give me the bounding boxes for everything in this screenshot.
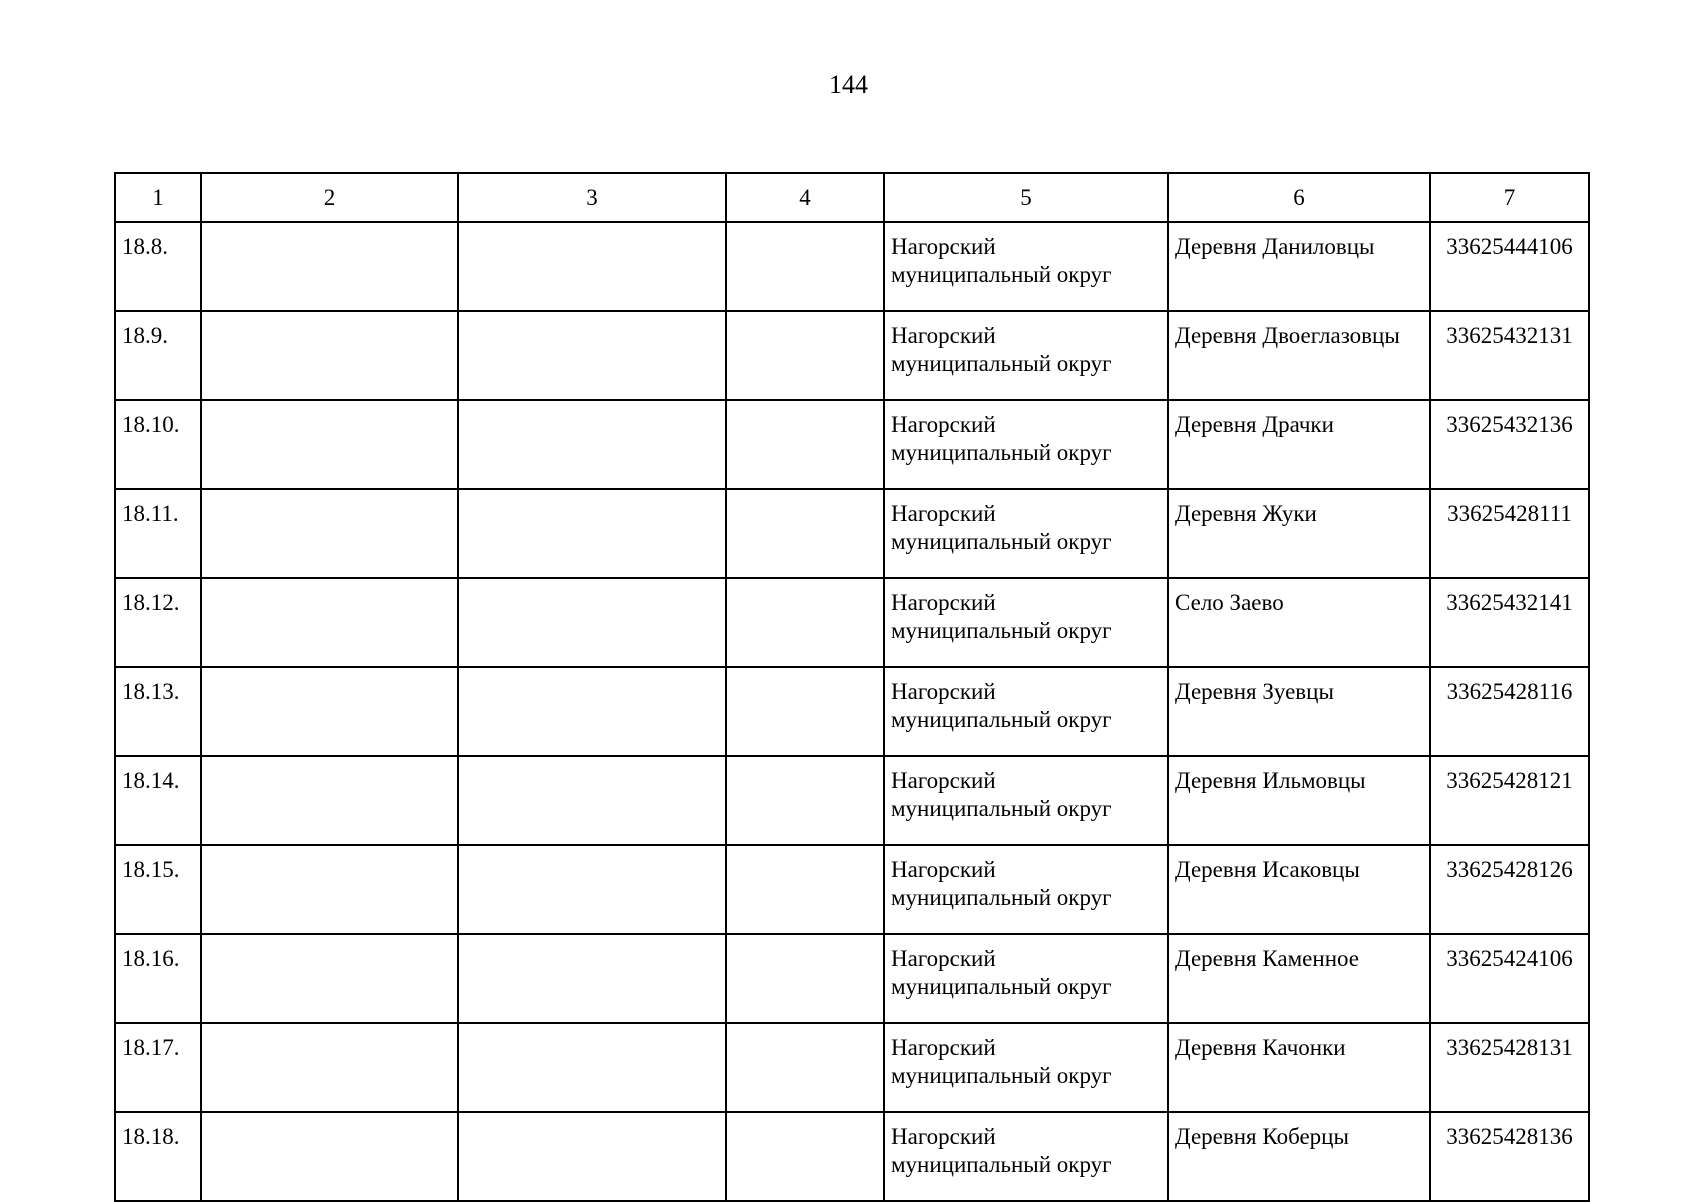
oktmo-code-cell: 33625444106 — [1430, 222, 1589, 311]
table-row — [115, 489, 1589, 578]
empty-cell — [726, 222, 884, 311]
row-number: 18.10. — [115, 400, 201, 489]
district-cell: Нагорский муниципальный округ — [884, 1023, 1168, 1112]
row-number: 18.16. — [115, 934, 201, 1023]
settlement-cell: Деревня Даниловцы — [1168, 222, 1430, 311]
table-row — [115, 667, 1589, 756]
district-cell: Нагорский муниципальный округ — [884, 222, 1168, 311]
empty-cell — [726, 756, 884, 845]
empty-cell — [726, 578, 884, 667]
table-row — [115, 311, 1589, 400]
empty-cell — [201, 578, 458, 667]
oktmo-code-cell: 33625428121 — [1430, 756, 1589, 845]
empty-cell — [458, 489, 726, 578]
row-number: 18.12. — [115, 578, 201, 667]
settlement-cell: Деревня Каменное — [1168, 934, 1430, 1023]
empty-cell — [726, 311, 884, 400]
empty-cell — [458, 400, 726, 489]
column-header: 5 — [884, 173, 1168, 222]
empty-cell — [201, 1112, 458, 1201]
empty-cell — [201, 756, 458, 845]
empty-cell — [458, 756, 726, 845]
empty-cell — [201, 934, 458, 1023]
table-row — [115, 845, 1589, 934]
empty-cell — [458, 578, 726, 667]
empty-cell — [726, 1112, 884, 1201]
row-number: 18.18. — [115, 1112, 201, 1201]
empty-cell — [458, 845, 726, 934]
settlement-cell: Деревня Ильмовцы — [1168, 756, 1430, 845]
district-cell: Нагорский муниципальный округ — [884, 311, 1168, 400]
oktmo-code-cell: 33625428126 — [1430, 845, 1589, 934]
empty-cell — [726, 845, 884, 934]
district-cell: Нагорский муниципальный округ — [884, 489, 1168, 578]
row-number: 18.15. — [115, 845, 201, 934]
settlement-cell: Деревня Драчки — [1168, 400, 1430, 489]
table-row — [115, 756, 1589, 845]
district-cell: Нагорский муниципальный округ — [884, 934, 1168, 1023]
district-cell: Нагорский муниципальный округ — [884, 756, 1168, 845]
page-number: 144 — [829, 70, 868, 99]
row-number: 18.9. — [115, 311, 201, 400]
empty-cell — [201, 845, 458, 934]
row-number: 18.17. — [115, 1023, 201, 1112]
column-header: 6 — [1168, 173, 1430, 222]
oktmo-code-cell: 33625428116 — [1430, 667, 1589, 756]
oktmo-code-cell: 33625428111 — [1430, 489, 1589, 578]
settlement-cell: Деревня Коберцы — [1168, 1112, 1430, 1201]
oktmo-code-cell: 33625424106 — [1430, 934, 1589, 1023]
settlement-cell: Деревня Двоеглазовцы — [1168, 311, 1430, 400]
oktmo-code-cell: 33625428131 — [1430, 1023, 1589, 1112]
empty-cell — [458, 934, 726, 1023]
empty-cell — [201, 489, 458, 578]
empty-cell — [726, 489, 884, 578]
oktmo-code-cell: 33625432131 — [1430, 311, 1589, 400]
empty-cell — [201, 311, 458, 400]
column-header: 3 — [458, 173, 726, 222]
column-header: 4 — [726, 173, 884, 222]
table-row — [115, 1112, 1589, 1201]
settlement-cell: Село Заево — [1168, 578, 1430, 667]
column-header: 1 — [115, 173, 201, 222]
empty-cell — [201, 667, 458, 756]
settlement-cell: Деревня Качонки — [1168, 1023, 1430, 1112]
table-row — [115, 222, 1589, 311]
table-row — [115, 578, 1589, 667]
oktmo-code-cell: 33625428136 — [1430, 1112, 1589, 1201]
empty-cell — [726, 667, 884, 756]
column-header: 2 — [201, 173, 458, 222]
row-number: 18.13. — [115, 667, 201, 756]
empty-cell — [458, 1112, 726, 1201]
table-row — [115, 400, 1589, 489]
empty-cell — [201, 400, 458, 489]
empty-cell — [458, 222, 726, 311]
column-header: 7 — [1430, 173, 1589, 222]
empty-cell — [726, 934, 884, 1023]
row-number: 18.11. — [115, 489, 201, 578]
settlement-cell: Деревня Исаковцы — [1168, 845, 1430, 934]
empty-cell — [458, 1023, 726, 1112]
settlement-cell: Деревня Жуки — [1168, 489, 1430, 578]
header-row — [115, 173, 1589, 222]
empty-cell — [201, 222, 458, 311]
district-cell: Нагорский муниципальный округ — [884, 845, 1168, 934]
district-cell: Нагорский муниципальный округ — [884, 1112, 1168, 1201]
empty-cell — [726, 1023, 884, 1112]
table-row — [115, 1023, 1589, 1112]
district-cell: Нагорский муниципальный округ — [884, 578, 1168, 667]
district-cell: Нагорский муниципальный округ — [884, 400, 1168, 489]
empty-cell — [458, 667, 726, 756]
oktmo-code-cell: 33625432136 — [1430, 400, 1589, 489]
row-number: 18.14. — [115, 756, 201, 845]
empty-cell — [201, 1023, 458, 1112]
row-number: 18.8. — [115, 222, 201, 311]
settlement-cell: Деревня Зуевцы — [1168, 667, 1430, 756]
empty-cell — [726, 400, 884, 489]
settlements-table — [114, 172, 1590, 1202]
table-row — [115, 934, 1589, 1023]
oktmo-code-cell: 33625432141 — [1430, 578, 1589, 667]
empty-cell — [458, 311, 726, 400]
district-cell: Нагорский муниципальный округ — [884, 667, 1168, 756]
